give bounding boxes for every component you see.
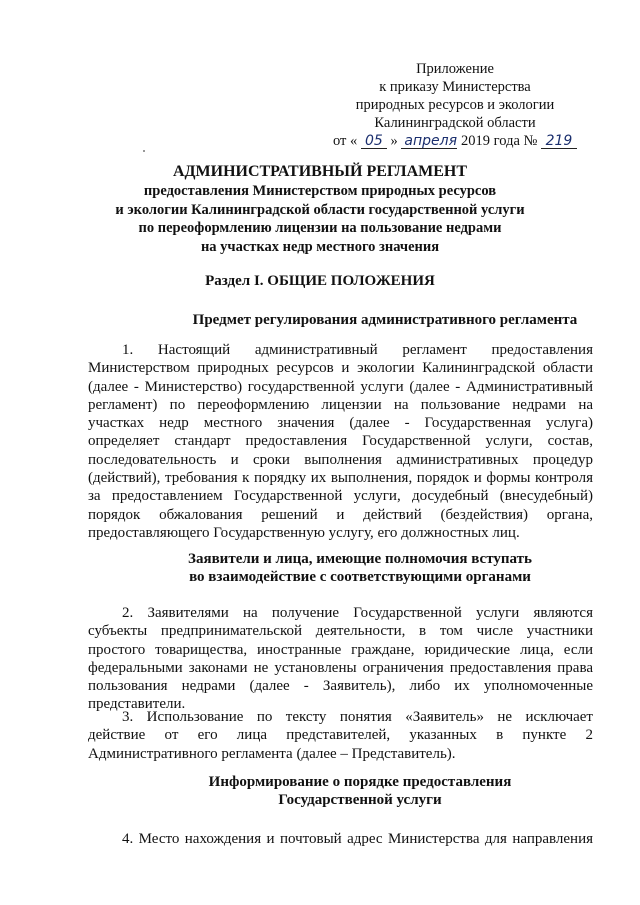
title-main: АДМИНИСТРАТИВНЫЙ РЕГЛАМЕНТ (172, 163, 468, 180)
text-line: субъекты предпринимательской деятельности, в том числе участники (88, 623, 593, 640)
order-date-line (330, 132, 580, 150)
text-line: (действий), требования к порядку их выполнения, порядок и формы контроля (88, 470, 593, 487)
section-heading: Раздел I. ОБЩИЕ ПОЛОЖЕНИЯ (205, 273, 435, 289)
text-line: порядок обжалования решений и действий (бездействия) органа, (88, 506, 593, 523)
text-line: регламент) по переоформлению лицензии на пользование недрами на (88, 396, 593, 413)
text-line: участках недр местного значения (далее - Государственная услуга) (88, 415, 593, 432)
text-line: представители. (88, 696, 186, 713)
text-line: предоставляющего Государственную услугу, его должностных лиц. (88, 524, 520, 541)
text-line: действие от его лица представителей, указанных в пункте 2 (88, 727, 593, 744)
handwritten-month: апреля (401, 134, 457, 149)
date-mid: » (390, 133, 398, 149)
appendix-block (330, 60, 580, 150)
paragraph-1 (88, 341, 593, 542)
title-line: предоставления Министерством природных ресурсов (143, 183, 497, 199)
title-line: на участках недр местного значения (200, 238, 440, 255)
title-line: и экологии Калининградской области государственной услуги (115, 201, 525, 218)
paragraph-4 (88, 830, 593, 848)
text-line: Административного регламента (далее – Представитель). (88, 745, 456, 762)
text-line: простого товарищества, иностранные граждане, юридические лица, если (88, 641, 593, 658)
title-line: по переоформлению лицензии на пользование недрами (138, 220, 502, 236)
heading-line: во взаимодействие с соответствующими органами (189, 569, 531, 585)
appendix-line: к приказу Министерства (379, 79, 531, 95)
paragraph-3 (88, 708, 593, 763)
scan-speck (143, 150, 145, 152)
text-line: 1. Настоящий административный регламент предоставления (122, 342, 593, 358)
appendix-line: Калининградской области (374, 115, 536, 131)
text-line: (далее - Министерство) государственной услуги (далее - Административный (88, 378, 593, 395)
year-text: 2019 года № (461, 133, 538, 149)
text-line: 3. Использование по тексту понятия «Заявитель» не исключает (122, 709, 593, 725)
text-line: федеральными законами не установлены ограничения предоставления права (88, 659, 593, 676)
handwritten-day: 05 (361, 134, 387, 149)
handwritten-order-number: 219 (541, 134, 577, 149)
document-title (80, 162, 560, 256)
text-line: определяет стандарт предоставления Государственной услуги, состав, (88, 433, 593, 450)
text-line: Министерством природных ресурсов и экологии Калининградской области (88, 360, 593, 377)
applicants-heading (120, 550, 600, 586)
text-line: 2. Заявителями на получение Государственной услуги являются (122, 605, 593, 621)
appendix-line: природных ресурсов и экологии (355, 97, 555, 113)
appendix-line: Приложение (416, 61, 494, 77)
subject-heading: Предмет регулирования административного регламента (192, 312, 578, 328)
informing-heading (120, 773, 600, 809)
date-prefix: от « (333, 133, 358, 149)
heading-line: Информирование о порядке предоставления (208, 774, 512, 790)
paragraph-2 (88, 604, 593, 714)
heading-line: Заявители и лица, имеющие полномочия вступать (188, 551, 532, 567)
heading-line: Государственной услуги (278, 792, 442, 808)
text-line: за предоставлением Государственной услуги, досудебный (внесудебный) (88, 488, 593, 505)
text-line: 4. Место нахождения и почтовый адрес Министерства для направления (122, 831, 593, 847)
text-line: последовательность и сроки выполнения административных процедур (88, 451, 593, 468)
text-line: пользования недрами (далее - Заявитель), либо их уполномоченные (88, 678, 593, 695)
